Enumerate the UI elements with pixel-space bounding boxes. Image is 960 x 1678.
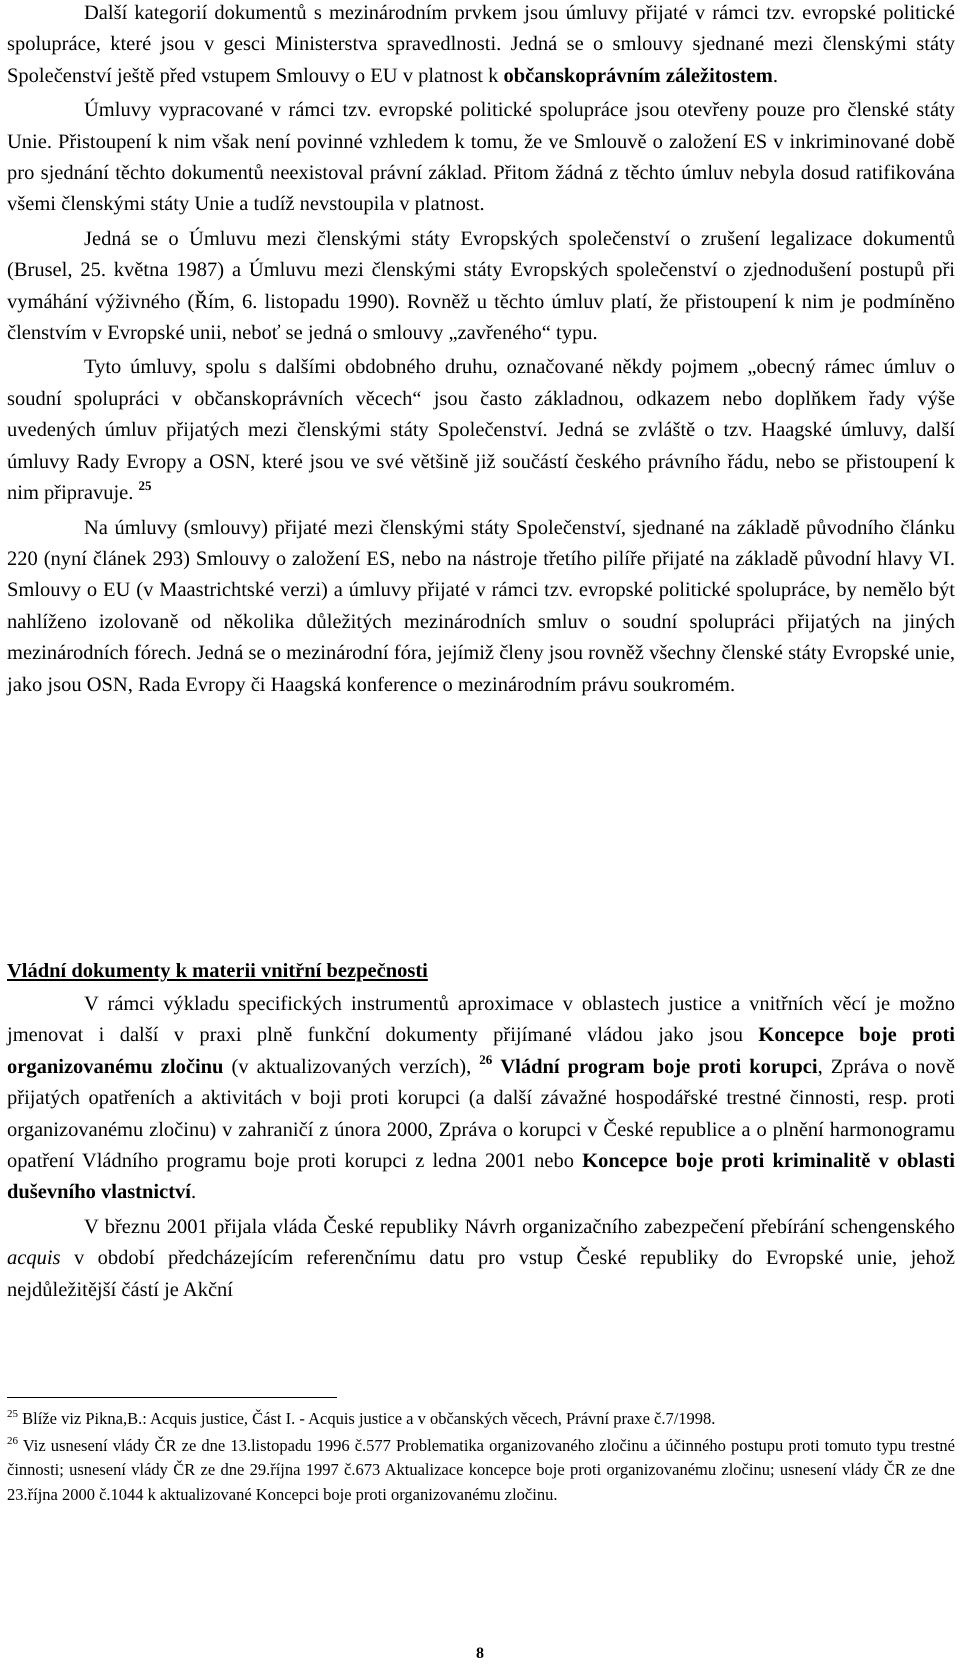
bold-text: Vládní program boje proti korupci <box>500 1055 818 1078</box>
footnote-ref: 26 <box>479 1051 493 1067</box>
bold-text: občanskoprávním záležitostem <box>503 64 773 87</box>
paragraph <box>7 513 955 701</box>
text-run: V rámci výkladu specifických instrumentů aproximace v oblastech justice a vnitřních věcí je možno jmenovat i další v praxi plně funkční dokumenty přijímané vládou jako jsou <box>7 993 955 1047</box>
text-run: V březnu 2001 přijala vláda České republiky Návrh organizačního zabezpečení přebírání schengenského <box>84 1215 955 1238</box>
section-international-conventions <box>7 0 955 701</box>
paragraph <box>7 1212 955 1306</box>
footnote-ref: 26 <box>7 1434 18 1447</box>
footnote-25 <box>7 1407 955 1432</box>
text-run: . <box>772 64 778 87</box>
text-run: Viz usnesení vlády ČR ze dne 13.listopadu 1996 č.577 Problematika organizovaného zločinu a účinného postupu proti tomuto typu trestné činnosti; usnesení vlády ČR ze dne 29.října 1997 č.673 Aktualizace koncepce boje proti organizovanému zločinu; usnesení vlády ČR ze dne 23.října 2000 č.1044 k aktualizované Koncepci boje proti organizovanému zločinu. <box>7 1435 955 1504</box>
paragraph <box>7 352 955 509</box>
paragraph <box>7 95 955 221</box>
text-run: Další kategorií dokumentů s mezinárodním prvkem jsou úmluvy přijaté v rámci tzv. evropské politické spolupráce, které jsou v gesci Ministerstva spravedlnosti. Jedná se o smlouvy sjednané mezi členskými státy Společenství ještě před vstupem Smlouvy o EU v platnost k <box>7 2 955 87</box>
footnote-ref: 25 <box>138 478 152 494</box>
section-heading: Vládní dokumenty k materii vnitřní bezpečnosti <box>7 960 428 982</box>
section-government-documents <box>7 989 955 1306</box>
footnote-ref: 25 <box>7 1408 18 1420</box>
text-run: Úmluvy vypracované v rámci tzv. evropské politické spolupráce jsou otevřeny pouze pro členské státy Unie. Přistoupení k nim však není povinné vzhledem k tomu, že ve Smlouvě o založení ES v inkriminované době pro sjednání těchto dokumentů neexistoval právní základ. Přitom žádná z těchto úmluv nebyla dosud ratifikována všemi členskými státy Unie a tudíž nevstoupila v platnost. <box>7 99 955 216</box>
footnote-26 <box>7 1434 955 1508</box>
text-run: (v aktualizovaných verzích), <box>223 1055 480 1078</box>
text-run: v období předcházejícím referenčnímu datu pro vstup České republiky do Evropské unie, jehož nejdůležitější částí je Akční <box>7 1247 955 1301</box>
bold-text: Koncepce boje proti kriminalitě v oblasti duševního vlastnictví <box>7 1150 956 1204</box>
paragraph <box>7 224 955 350</box>
text-run: , Zpráva o nově přijatých opatřeních a aktivitách v boji proti korupci (a další závažné hospodářské trestné činnosti, resp. proti organizovanému zločinu) v zahraničí z února 2000, Zpráva o korupci v České republice a o plnění harmonogramu opatření Vládního programu boje proti korupci z ledna 2001 nebo <box>7 1055 955 1173</box>
paragraph <box>7 989 955 1209</box>
bold-text: Koncepce boje proti organizovanému zločinu <box>7 1024 956 1078</box>
text-run: Blíže viz Pikna,B.: Acquis justice, Část I. - Acquis justice a v občanských věcech, Právní praxe č.7/1998. <box>18 1409 716 1428</box>
paragraph <box>7 0 955 92</box>
footnotes <box>7 1407 955 1507</box>
text-run: Jedná se o Úmluvu mezi členskými státy Evropských společenství o zrušení legalizace dokumentů (Brusel, 25. května 1987) a Úmluvu mezi členskými státy Evropských společenství o zjednodušení postupů při vymáhání výživného (Řím, 6. listopadu 1990). Rovněž u těchto úmluv platí, že přistoupení k nim je podmíněno členstvím v Evropské unii, neboť se jedná o smlouvy „zavřeného“ typu. <box>7 227 955 345</box>
page-number: 8 <box>476 1645 484 1662</box>
text-run: Tyto úmluvy, spolu s dalšími obdobného druhu, označované někdy pojmem „obecný rámec úmluv o soudní spolupráci v občanskoprávních věcech“ jsou často základnou, odkazem nebo doplňkem řady výše uvedených úmluv přijatých mezi členskými státy Společenství. Jedná se zvláště o tzv. Haagské úmluvy, další úmluvy Rady Evropy a OSN, které jsou ve své většině již součástí českého právního řádu, nebo se přistoupení k nim připravuje. <box>7 356 955 505</box>
text-run: Na úmluvy (smlouvy) přijaté mezi členskými státy Společenství, sjednané na základě původního článku 220 (nyní článek 293) Smlouvy o založení ES, nebo na nástroje třetího pilíře přijaté na základě původní hlavy VI. Smlouvy o EU (v Maastrichtské verzi) a úmluvy přijaté v rámci tzv. evropské politické spolupráce, by nemělo být nahlíženo izolovaně od několika důležitých mezinárodních smluv o soudní spolupráci přijatých na jiných mezinárodních fórech. Jedná se o mezinárodní fóra, jejímiž členy jsou rovněž všechny členské státy Evropské unie, jako jsou OSN, Rada Evropy či Haagská konference o mezinárodním právu soukromém. <box>7 516 955 696</box>
italic-text: acquis <box>7 1247 61 1270</box>
footnote-separator <box>7 1397 337 1398</box>
text-run: . <box>190 1181 197 1204</box>
